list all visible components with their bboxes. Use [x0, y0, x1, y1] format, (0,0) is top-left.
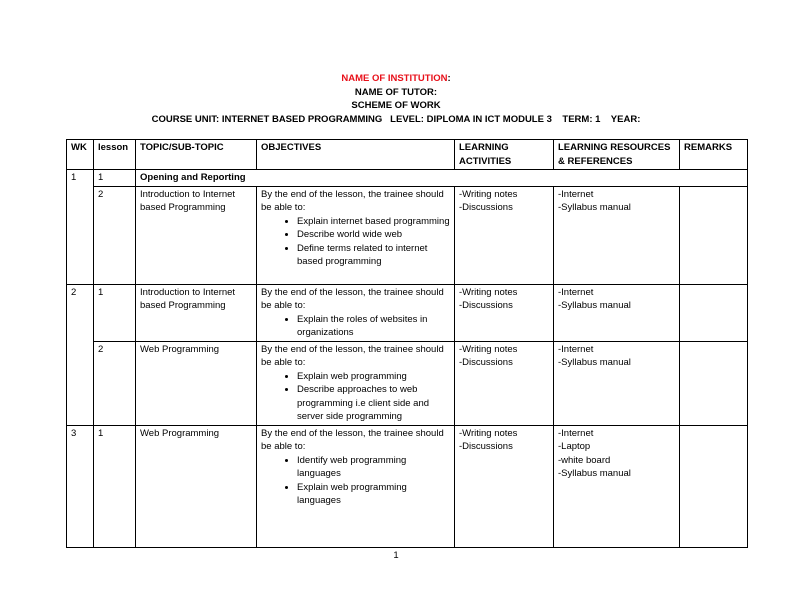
resource-item: -Syllabus manual: [558, 468, 631, 479]
objectives-list: [261, 370, 450, 424]
week-cell: 2: [67, 284, 94, 425]
resource-item: -white board: [558, 454, 611, 466]
topic-cell: Introduction to Internet based Programming: [136, 186, 257, 284]
tutor-line: NAME OF TUTOR:: [354, 86, 438, 98]
objectives-list: [261, 215, 450, 269]
objective-item: • Explain the roles of websites in organizations: [297, 313, 450, 340]
col-header-lesson: lesson: [94, 140, 136, 170]
remarks-cell: [680, 186, 748, 284]
objective-item: • Explain web programming: [297, 370, 450, 384]
lesson-cell: 2: [94, 186, 136, 284]
resources-cell: [554, 186, 680, 284]
table-row: [67, 425, 748, 547]
objective-item: • Identify web programming languages: [297, 454, 450, 481]
table-row: [67, 170, 748, 187]
col-header-objectives: OBJECTIVES: [257, 140, 455, 170]
objectives-cell: [257, 425, 455, 547]
col-header-resources: LEARNING RESOURCES & REFERENCES: [554, 140, 680, 170]
page-number: 1: [393, 550, 399, 561]
document-header: [0, 72, 792, 126]
resource-item: -Syllabus manual: [558, 300, 631, 311]
objectives-intro: By the end of the lesson, the trainee should be able to:: [261, 427, 444, 452]
resource-item: -Internet: [558, 286, 594, 298]
resources-cell: [554, 425, 680, 547]
activity-item: -Writing notes: [459, 188, 518, 200]
remarks-cell: [680, 341, 748, 425]
topic-cell: Web Programming: [136, 425, 257, 547]
objective-item: • Explain web programming languages: [297, 481, 450, 508]
course-line: COURSE UNIT: INTERNET BASED PROGRAMMING LEVEL: DIPLOMA IN ICT MODULE 3 TERM: 1 YEAR:: [151, 113, 641, 125]
objectives-cell: [257, 341, 455, 425]
remarks-cell: [680, 284, 748, 341]
activities-cell: [455, 341, 554, 425]
topic-cell: Introduction to Internet based Programming: [136, 284, 257, 341]
table-row: [67, 284, 748, 341]
activity-item: -Discussions: [459, 202, 513, 213]
resource-item: -Internet: [558, 427, 594, 439]
objectives-cell: [257, 284, 455, 341]
activity-item: -Writing notes: [459, 286, 518, 298]
week-cell: 3: [67, 425, 94, 547]
resources-cell: [554, 284, 680, 341]
activities-cell: [455, 186, 554, 284]
objectives-list: [261, 313, 450, 340]
remarks-cell: [680, 425, 748, 547]
objectives-cell: [257, 186, 455, 284]
resource-item: -Syllabus manual: [558, 202, 631, 213]
institution-line: [0, 72, 792, 86]
objectives-intro: By the end of the lesson, the trainee should be able to:: [261, 343, 444, 368]
col-header-remarks: REMARKS: [680, 140, 748, 170]
lesson-cell: 1: [94, 170, 136, 187]
resource-item: -Internet: [558, 343, 594, 355]
opening-reporting-cell: Opening and Reporting: [136, 170, 748, 187]
scheme-title: SCHEME OF WORK: [351, 100, 441, 111]
table-row: [67, 186, 748, 284]
activity-item: -Discussions: [459, 300, 513, 311]
objectives-intro: By the end of the lesson, the trainee should be able to:: [261, 188, 444, 213]
activities-cell: [455, 284, 554, 341]
topic-cell: Web Programming: [136, 341, 257, 425]
lesson-cell: 1: [94, 425, 136, 547]
week-cell: 1: [67, 170, 94, 285]
scheme-of-work-table: [66, 139, 748, 548]
table-header-row: [67, 140, 748, 170]
resources-cell: [554, 341, 680, 425]
objective-item: • Explain internet based programming: [297, 215, 450, 229]
col-header-wk: WK: [67, 140, 94, 170]
objective-item: • Define terms related to internet based programming: [297, 242, 450, 269]
objective-item: • Describe approaches to web programming i.e client side and server side programming: [297, 383, 450, 424]
institution-colon: :: [447, 73, 451, 84]
col-header-activities: LEARNING ACTIVITIES: [455, 140, 554, 170]
resource-item: -Syllabus manual: [558, 357, 631, 368]
activity-item: -Writing notes: [459, 343, 518, 355]
activity-item: -Discussions: [459, 441, 513, 452]
activity-item: -Discussions: [459, 357, 513, 368]
lesson-cell: 1: [94, 284, 136, 341]
activity-item: -Writing notes: [459, 427, 518, 439]
lesson-cell: 2: [94, 341, 136, 425]
institution-label: NAME OF INSTITUTION: [341, 73, 448, 84]
objectives-list: [261, 454, 450, 508]
objectives-intro: By the end of the lesson, the trainee should be able to:: [261, 286, 444, 311]
activities-cell: [455, 425, 554, 547]
table-row: [67, 341, 748, 425]
resource-item: -Laptop: [558, 441, 591, 452]
resource-item: -Internet: [558, 188, 594, 200]
col-header-topic: TOPIC/SUB-TOPIC: [136, 140, 257, 170]
objective-item: • Describe world wide web: [297, 228, 450, 242]
